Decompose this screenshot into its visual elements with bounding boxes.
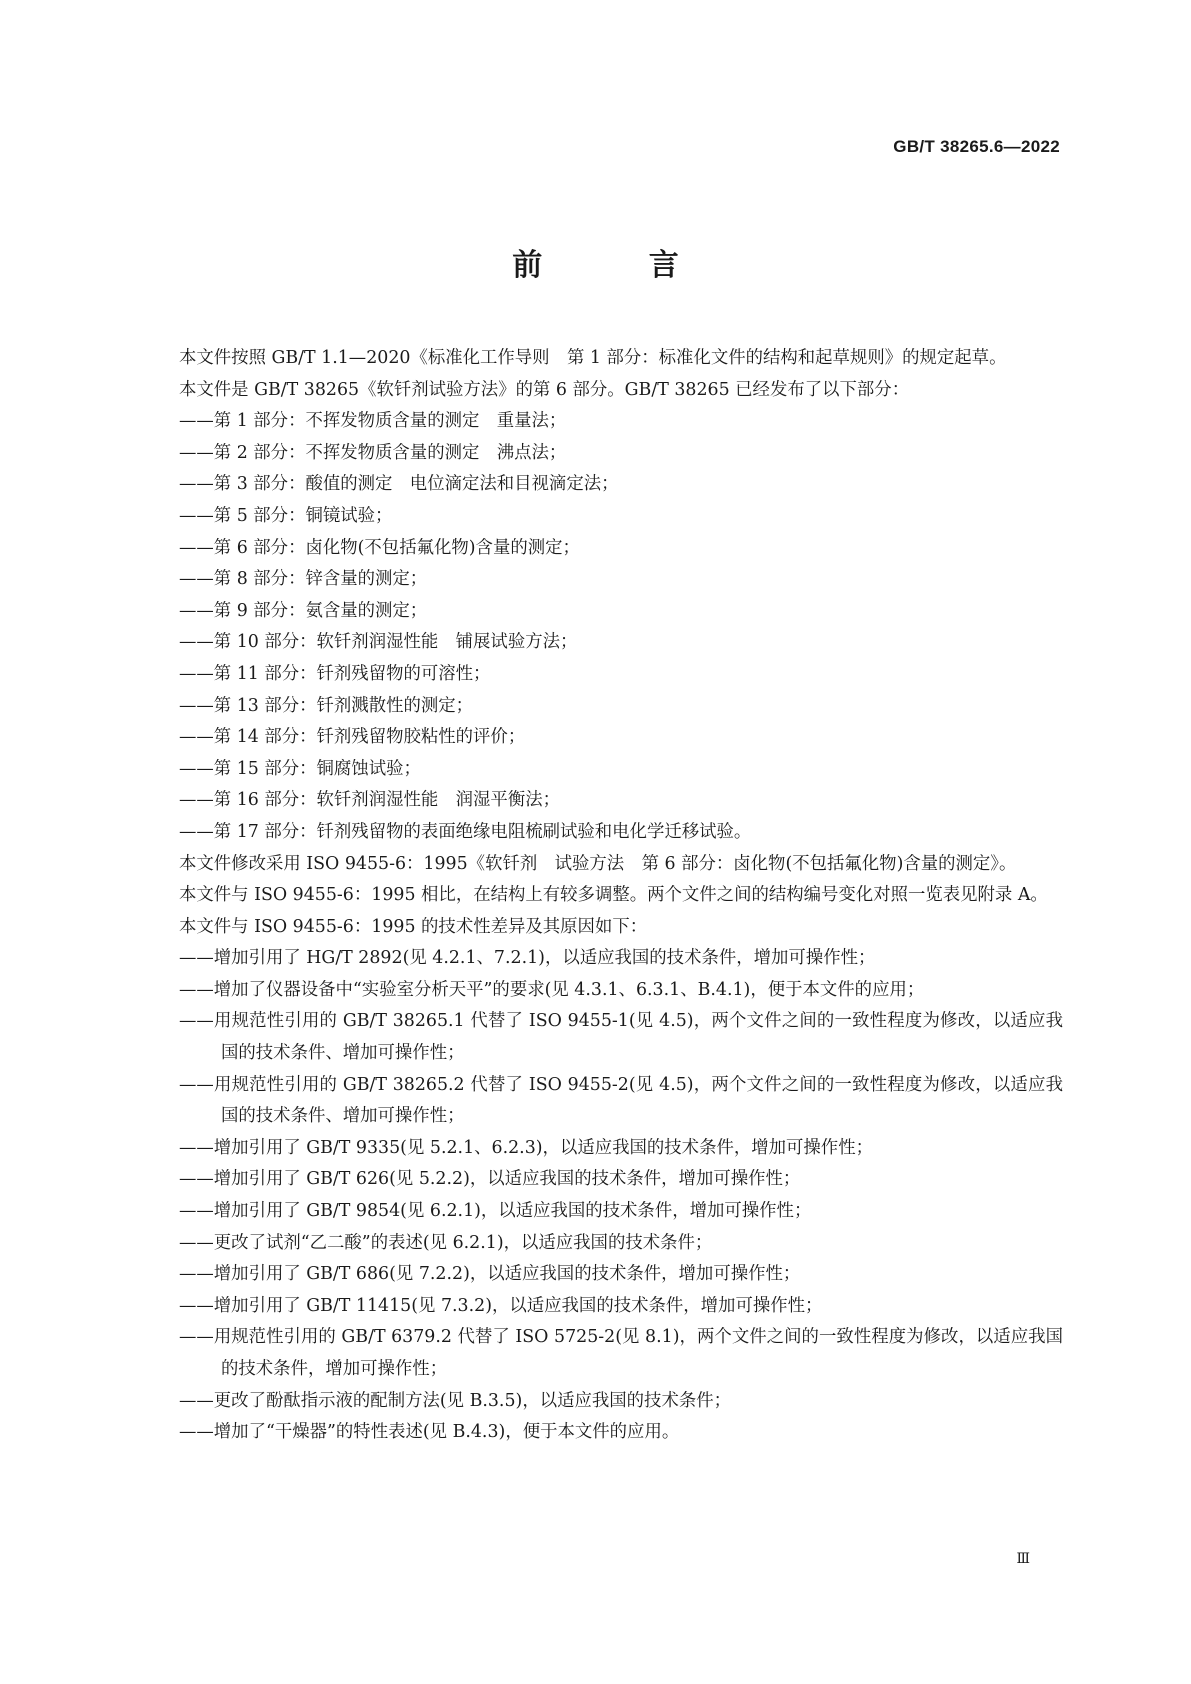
body-paragraph: 本文件与 ISO 9455-6：1995 的技术性差异及其原因如下： bbox=[179, 916, 648, 937]
intro-paragraph: 本文件按照 GB/T 1.1—2020《标准化工作导则 第 1 部分：标准化文件的结构和起草规则》的规定起草。 bbox=[179, 348, 1007, 368]
list-item: ——增加引用了 GB/T 9335(见 5.2.1、6.2.3)，以适应我国的技术条件，增加可操作性； bbox=[179, 1137, 873, 1158]
body-paragraph: 本文件修改采用 ISO 9455-6：1995《软钎剂 试验方法 第 6 部分：卤化物(不包括氟化物)含量的测定》。 bbox=[179, 853, 1017, 874]
page-title: 前 言 bbox=[512, 248, 727, 283]
list-item: ——第 10 部分：软钎剂润湿性能 铺展试验方法； bbox=[179, 632, 578, 653]
list-item: ——第 2 部分：不挥发物质含量的测定 沸点法； bbox=[179, 442, 567, 463]
list-item: ——增加了仪器设备中“实验室分析天平”的要求(见 4.3.1、6.3.1、B.4.1)，便于本文件的应用； bbox=[179, 979, 925, 1000]
list-item: ——第 9 部分：氨含量的测定； bbox=[179, 600, 428, 621]
list-item: ——增加引用了 GB/T 11415(见 7.3.2)，以适应我国的技术条件，增加可操作性； bbox=[179, 1295, 823, 1316]
list-item: ——用规范性引用的 GB/T 38265.2 代替了 ISO 9455-2(见 4.5)，两个文件之间的一致性程度为修改，以适应我国的技术条件、增加可操作性； bbox=[179, 1074, 1063, 1127]
list-item: ——第 3 部分：酸值的测定 电位滴定法和目视滴定法； bbox=[179, 474, 619, 495]
standard-code: GB/T 38265.6—2022 bbox=[893, 137, 1060, 156]
list-item: ——用规范性引用的 GB/T 6379.2 代替了 ISO 5725-2(见 8.1)，两个文件之间的一致性程度为修改，以适应我国的技术条件，增加可操作性； bbox=[179, 1327, 1063, 1379]
list-item: ——第 8 部分：锌含量的测定； bbox=[179, 569, 428, 590]
body-paragraph: 本文件与 ISO 9455-6：1995 相比，在结构上有较多调整。两个文件之间的结构编号变化对照一览表见附录 A。 bbox=[179, 885, 1048, 906]
list-item: ——第 11 部分：钎剂残留物的可溶性； bbox=[179, 663, 491, 684]
list-item: ——增加引用了 GB/T 686(见 7.2.2)，以适应我国的技术条件，增加可操作性； bbox=[179, 1264, 801, 1285]
list-item: ——第 13 部分：钎剂溅散性的测定； bbox=[179, 695, 474, 716]
list-item: ——用规范性引用的 GB/T 38265.1 代替了 ISO 9455-1(见 4.5)，两个文件之间的一致性程度为修改，以适应我国的技术条件、增加可操作性； bbox=[179, 1011, 1063, 1064]
list-item: ——第 5 部分：铜镜试验； bbox=[179, 505, 393, 526]
list-item: ——更改了酚酞指示液的配制方法(见 B.3.5)，以适应我国的技术条件； bbox=[179, 1390, 732, 1411]
list-item: ——第 6 部分：卤化物(不包括氟化物)含量的测定； bbox=[179, 537, 580, 558]
parts-list bbox=[143, 406, 1063, 848]
list-item: ——第 16 部分：软钎剂润湿性能 润湿平衡法； bbox=[179, 790, 560, 811]
list-item: ——更改了试剂“乙二酸”的表述(见 6.2.1)，以适应我国的技术条件； bbox=[179, 1232, 713, 1253]
list-item: ——第 17 部分：钎剂残留物的表面绝缘电阻梳刷试验和电化学迁移试验。 bbox=[179, 821, 752, 842]
list-item: ——第 1 部分：不挥发物质含量的测定 重量法； bbox=[179, 411, 567, 432]
list-item: ——第 14 部分：钎剂残留物胶粘性的评价； bbox=[179, 727, 526, 748]
intro-paragraph: 本文件是 GB/T 38265《软钎剂试验方法》的第 6 部分。GB/T 38265 已经发布了以下部分： bbox=[179, 379, 910, 400]
page-number: Ⅲ bbox=[1016, 1551, 1030, 1567]
list-item: ——第 15 部分：铜腐蚀试验； bbox=[179, 758, 421, 779]
list-item: ——增加引用了 HG/T 2892(见 4.2.1、7.2.1)，以适应我国的技术条件，增加可操作性； bbox=[179, 948, 876, 969]
differences-list bbox=[143, 943, 1063, 1449]
list-item: ——增加引用了 GB/T 626(见 5.2.2)，以适应我国的技术条件，增加可操作性； bbox=[179, 1169, 801, 1190]
list-item: ——增加了“干燥器”的特性表述(见 B.4.3)，便于本文件的应用。 bbox=[179, 1422, 680, 1443]
document-body bbox=[143, 343, 1063, 1449]
list-item: ——增加引用了 GB/T 9854(见 6.2.1)，以适应我国的技术条件，增加可操作性； bbox=[179, 1201, 812, 1222]
